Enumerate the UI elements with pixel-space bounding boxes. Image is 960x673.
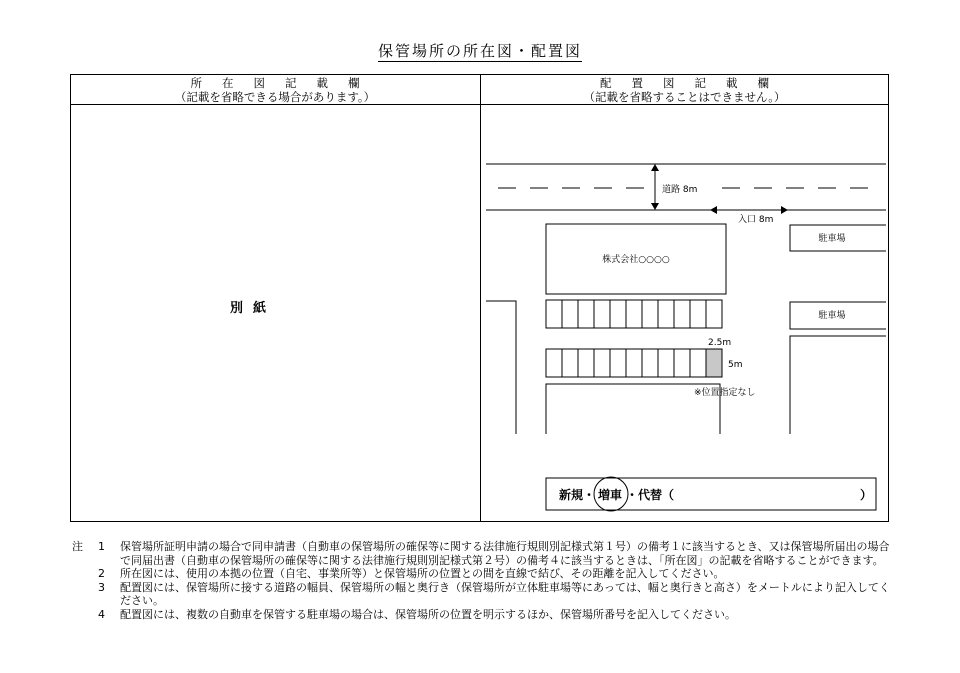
lot-boundary-right xyxy=(790,336,886,434)
note-number: 4 xyxy=(98,607,105,621)
entrance-width-label: 入口 8m xyxy=(738,215,774,225)
application-option-new: 新規・ xyxy=(559,488,596,502)
application-option-increase: 増車 xyxy=(598,488,623,502)
road-width-label: 道路 8m xyxy=(662,185,698,195)
arrowhead-left xyxy=(710,206,717,214)
parking-row-top xyxy=(546,300,722,328)
company-name: 株式会社○○○○ xyxy=(602,255,670,265)
layout-map-heading: 配置図記載欄 xyxy=(600,76,789,90)
space-depth-label: 5m xyxy=(728,360,743,370)
note-number: 3 xyxy=(98,580,105,594)
position-note: ※位置指定なし xyxy=(694,388,756,398)
parking-lot-2-label: 駐車場 xyxy=(818,311,846,321)
note-text: 配置図には、複数の自動車を保管する駐車場の場合は、保管場所の位置を明示するほか、保管場所番号を記入してください。 xyxy=(120,607,736,621)
note-item xyxy=(72,567,892,581)
notes-lead: 注 xyxy=(72,540,83,553)
application-close-paren: ） xyxy=(860,488,873,502)
note-item xyxy=(72,581,892,608)
parking-lot-1-label: 駐車場 xyxy=(818,234,846,244)
note-number: 1 xyxy=(98,540,105,553)
designated-parking-space xyxy=(706,349,722,377)
notes-section xyxy=(72,540,892,621)
separate-sheet-label: 別紙 xyxy=(230,301,277,316)
layout-map xyxy=(480,104,889,522)
lot-boundary-left xyxy=(486,301,516,434)
note-text: 保管場所証明申請の場合で同申請書（自動車の保管場所の確保等に関する法律施行規則別記様式第１号）の備考１に該当するとき、又は保管場所届出の場合で同届出書（自動車の保管場所の確保等に関する法律施行規則別記様式第２号）の備考４に該当するときは、「所在図」の記載を省略することができます。 xyxy=(120,540,890,567)
parking-row-bottom xyxy=(546,349,722,377)
location-map-heading: 所在図記載欄 xyxy=(190,76,380,90)
arrowhead-right xyxy=(781,206,788,214)
layout-map-header xyxy=(480,76,889,104)
note-item xyxy=(72,608,892,622)
application-box xyxy=(546,478,876,510)
arrowhead-up xyxy=(651,164,659,171)
arrowhead-down xyxy=(651,203,659,210)
note-item xyxy=(72,540,892,567)
page-title: 保管場所の所在図・配置図 xyxy=(377,42,582,60)
note-text: 配置図には、保管場所に接する道路の幅員、保管場所の幅と奥行き（保管場所が立体駐車場等にあっては、幅と奥行きと高さ）をメートルにより記入してください。 xyxy=(120,580,890,607)
layout-map-subheading: （記載を省略することはできません。） xyxy=(583,90,786,104)
location-map-subheading: （記載を省略できる場合があります。） xyxy=(174,90,376,104)
location-map-header xyxy=(70,76,480,104)
note-number: 2 xyxy=(98,567,105,580)
space-width-label: 2.5m xyxy=(708,338,732,348)
note-text: 所在図には、使用の本拠の位置（自宅、事業所等）と保管場所の位置との間を直線で結び、その距離を記入してください。 xyxy=(120,567,725,580)
application-option-replace: ・代替（ xyxy=(626,488,675,502)
